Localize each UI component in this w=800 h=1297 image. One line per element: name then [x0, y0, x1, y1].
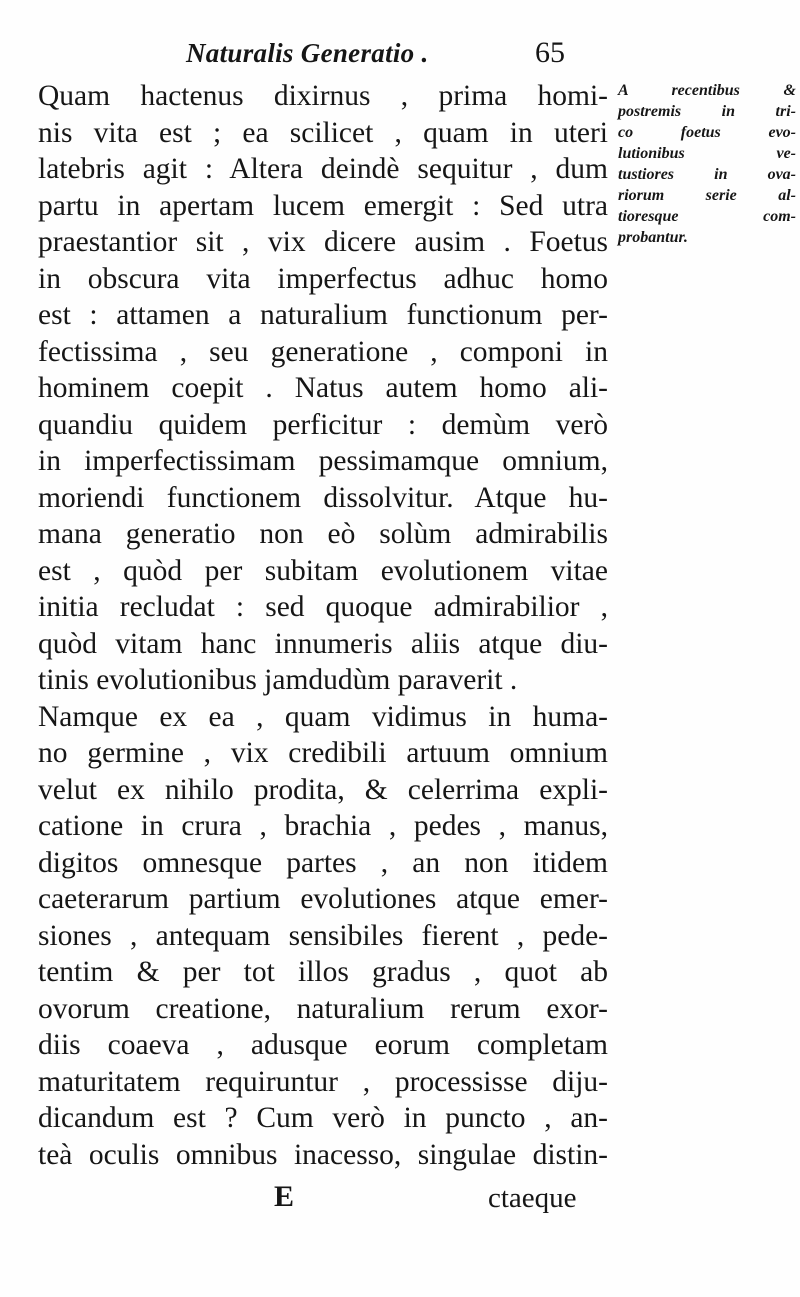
margin-note — [618, 80, 796, 248]
page-number: 65 — [535, 36, 565, 69]
text-line: nis vita est ; ea scilicet , quam in uteri — [38, 116, 608, 149]
text-line: no germine , vix credibili artuum omnium — [38, 737, 608, 769]
margin-note-line: postremis in tri- — [618, 103, 796, 120]
text-line: partu in apertam lucem emergit : Sed utra — [38, 189, 608, 222]
text-line: tinis evolutionibus jamdudùm paraverit . — [38, 664, 518, 696]
margin-note-line: lutionibus ve- — [618, 145, 796, 162]
text-line: siones , antequam sensibiles fierent , pede- — [38, 919, 608, 952]
text-line: mana generatio non eò solùm admirabilis — [38, 518, 608, 550]
margin-note-line: tioresque com- — [618, 208, 796, 225]
text-line: in imperfectissimam pessimamque omnium, — [38, 445, 608, 477]
text-line: catione in crura , brachia , pedes , manus, — [38, 810, 608, 842]
text-line: est : attamen a naturalium functionum per- — [38, 299, 608, 331]
text-line: velut ex nihilo prodita, & celerrima expli- — [38, 773, 608, 806]
text-line: dicandum est ? Cum verò in puncto , an- — [38, 1102, 608, 1134]
text-line: latebris agit : Altera deindè sequitur , dum — [38, 153, 608, 185]
text-line: initia recludat : sed quoque admirabilior , — [38, 591, 608, 623]
main-text-block — [38, 78, 608, 1173]
margin-note-line: co foetus evo- — [618, 124, 796, 141]
text-line: caeterarum partium evolutiones atque emer- — [38, 883, 608, 915]
catchword: ctaeque — [488, 1182, 577, 1214]
text-line: hominem coepit . Natus autem homo ali- — [38, 372, 608, 404]
text-line: in obscura vita imperfectus adhuc homo — [38, 262, 608, 295]
text-line: digitos omnesque partes , an non itidem — [38, 846, 608, 879]
running-header — [0, 30, 800, 70]
text-line: moriendi functionem dissolvitur. Atque hu- — [38, 481, 608, 514]
text-line: ovorum creatione, naturalium rerum exor- — [38, 992, 608, 1025]
text-line: quandiu quidem perficitur : demùm verò — [38, 408, 608, 441]
text-line: diis coaeva , adusque eorum completam — [38, 1029, 608, 1061]
text-line: fectissima , seu generatione , componi in — [38, 335, 608, 368]
text-line: Namque ex ea , quam vidimus in huma- — [38, 700, 608, 733]
signature-mark: E — [274, 1180, 295, 1213]
text-line: tentim & per tot illos gradus , quot ab — [38, 956, 608, 988]
text-line: praestantior sit , vix dicere ausim . Foetus — [38, 226, 608, 258]
text-line: Quam hactenus dixirnus , prima homi- — [38, 80, 608, 112]
margin-note-line: probantur. — [618, 229, 688, 246]
text-line: est , quòd per subitam evolutionem vitae — [38, 554, 608, 587]
text-line: maturitatem requiruntur , processisse diju- — [38, 1065, 608, 1098]
margin-note-line: riorum serie al- — [618, 187, 796, 204]
margin-note-line: A recentibus & — [618, 82, 796, 99]
page-footer — [0, 1180, 800, 1220]
running-title: Naturalis Generatio . — [186, 38, 429, 68]
text-line: teà oculis omnibus inacesso, singulae distin- — [38, 1138, 608, 1171]
text-line: quòd vitam hanc innumeris aliis atque diu- — [38, 627, 608, 660]
margin-note-line: tustiores in ova- — [618, 166, 796, 183]
